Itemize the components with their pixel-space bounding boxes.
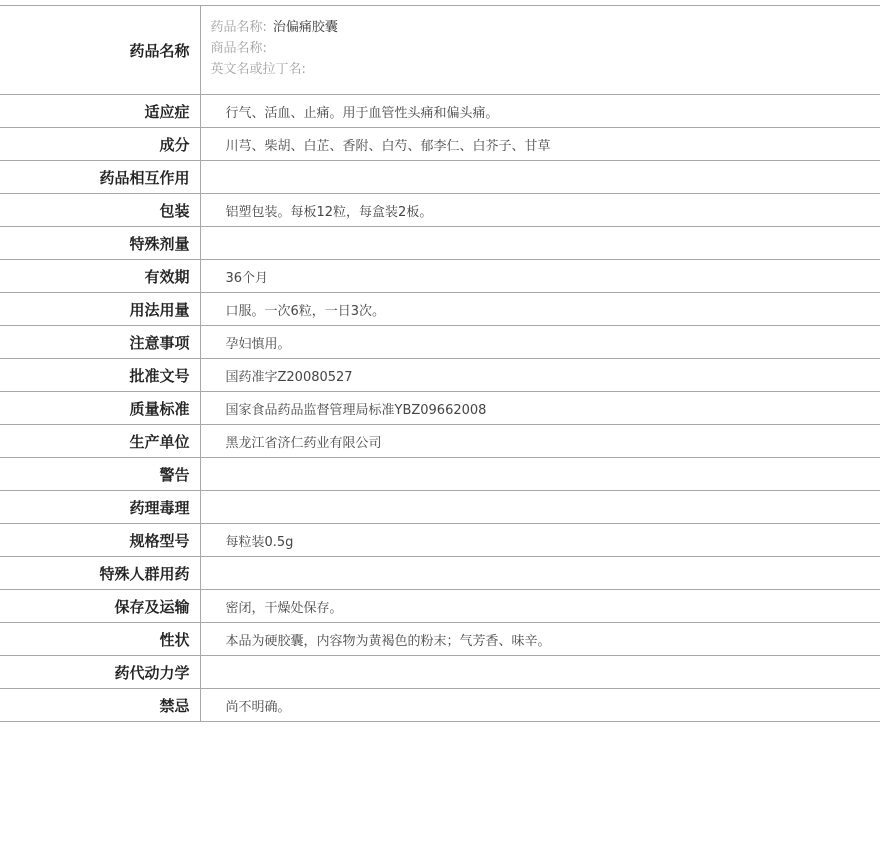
spec-row (0, 260, 880, 293)
generic-name-line (211, 17, 880, 38)
spec-row-value (200, 557, 880, 590)
spec-row-label: 适应症 (0, 95, 200, 128)
spec-row-label: 药代动力学 (0, 656, 200, 689)
english-name-line (211, 59, 880, 80)
spec-row-value: 国药准字Z20080527 (225, 369, 353, 385)
spec-row-value (200, 491, 880, 524)
spec-row-value: 川芎、柴胡、白芷、香附、白芍、郁李仁、白芥子、甘草 (225, 138, 551, 154)
spec-row-label: 保存及运输 (0, 590, 200, 623)
spec-row (0, 161, 880, 194)
spec-row (0, 425, 880, 458)
spec-row-value: 本品为硬胶囊，内容物为黄褐色的粉末；气芳香、味辛。 (225, 633, 551, 649)
spec-row-value: 36个月 (225, 270, 269, 286)
english-name-key: 英文名或拉丁名: (210, 62, 306, 77)
spec-row (0, 623, 880, 656)
spec-row (0, 95, 880, 128)
spec-row-value: 国家食品药品监督管理局标准YBZ09662008 (225, 402, 487, 418)
spec-row-value: 尚不明确。 (225, 699, 291, 715)
spec-row-value: 密闭，干燥处保存。 (225, 600, 343, 616)
trade-name-key: 商品名称: (210, 41, 267, 56)
spec-row-value (200, 227, 880, 260)
spec-row-value: 孕妇慎用。 (225, 336, 291, 352)
spec-row (0, 326, 880, 359)
spec-row (0, 557, 880, 590)
spec-row (0, 689, 880, 722)
spec-row-label: 成分 (0, 128, 200, 161)
spec-row-label: 批准文号 (0, 359, 200, 392)
spec-row-label: 包装 (0, 194, 200, 227)
generic-name-value: 治偏痛胶囊 (272, 20, 338, 35)
spec-row (0, 590, 880, 623)
spec-row-label: 生产单位 (0, 425, 200, 458)
spec-row-drug-name (0, 6, 880, 95)
spec-row-value: 行气、活血、止痛。用于血管性头痛和偏头痛。 (225, 105, 499, 121)
spec-row-value (200, 161, 880, 194)
drug-name-cell (200, 6, 880, 95)
spec-row-value: 每粒装0.5g (225, 534, 294, 550)
spec-row-label: 用法用量 (0, 293, 200, 326)
spec-row (0, 293, 880, 326)
spec-row (0, 491, 880, 524)
spec-row (0, 128, 880, 161)
spec-row (0, 656, 880, 689)
spec-row-label: 质量标准 (0, 392, 200, 425)
spec-row-label: 注意事项 (0, 326, 200, 359)
spec-row-label: 禁忌 (0, 689, 200, 722)
spec-row (0, 227, 880, 260)
spec-row-value: 口服。一次6粒，一日3次。 (225, 303, 386, 319)
drug-spec-body (0, 6, 880, 722)
generic-name-key: 药品名称: (210, 20, 267, 35)
spec-row-value: 铝塑包装。每板12粒，每盒装2板。 (225, 204, 433, 220)
spec-row (0, 392, 880, 425)
spec-row (0, 359, 880, 392)
trade-name-line (211, 38, 880, 59)
drug-spec-table (0, 5, 880, 722)
spec-row-label: 有效期 (0, 260, 200, 293)
spec-row-label: 药理毒理 (0, 491, 200, 524)
spec-row (0, 524, 880, 557)
spec-row-label: 特殊人群用药 (0, 557, 200, 590)
spec-row-value: 黑龙江省济仁药业有限公司 (225, 435, 382, 451)
spec-row-value (200, 656, 880, 689)
spec-row-label: 特殊剂量 (0, 227, 200, 260)
spec-row-label: 警告 (0, 458, 200, 491)
spec-row-label: 药品相互作用 (0, 161, 200, 194)
spec-row-value (200, 458, 880, 491)
spec-row-label: 性状 (0, 623, 200, 656)
spec-row (0, 194, 880, 227)
spec-row (0, 458, 880, 491)
drug-name-label: 药品名称 (0, 6, 200, 95)
spec-row-label: 规格型号 (0, 524, 200, 557)
